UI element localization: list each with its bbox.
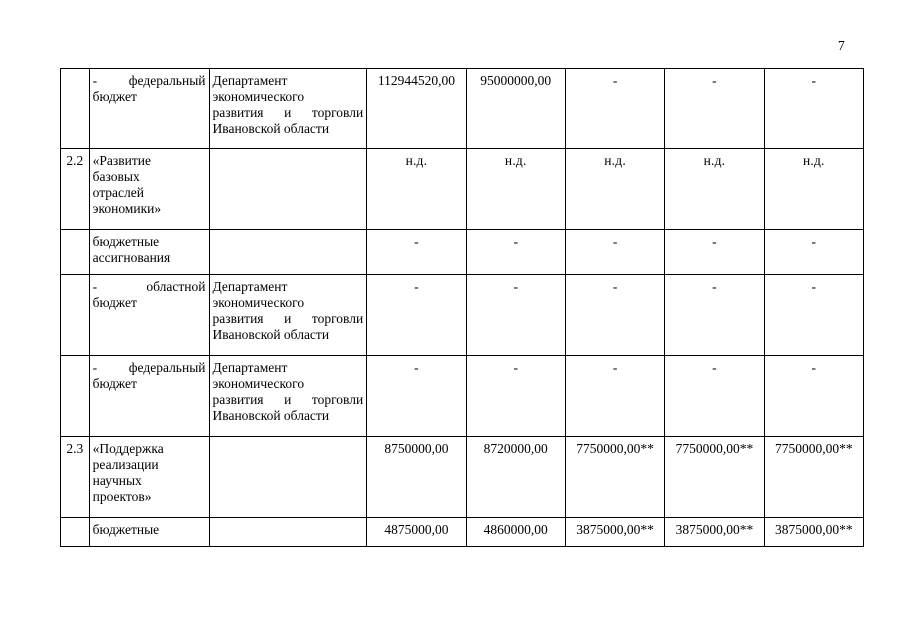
row-name (89, 518, 209, 547)
row-executor (209, 69, 367, 149)
row-name-line: - федеральный (92, 360, 206, 375)
value-cell: 3875000,00** (764, 518, 863, 547)
row-executor-line: развития и торговли (212, 105, 364, 120)
value-cell: 3875000,00** (565, 518, 664, 547)
row-number: 2.2 (61, 149, 90, 230)
value-cell: - (565, 275, 664, 356)
row-name-line: «Развитие (92, 153, 151, 168)
row-number: 2.3 (61, 437, 90, 518)
value-cell: - (367, 275, 466, 356)
row-name-line: бюджет (92, 376, 137, 391)
value-cell: н.д. (466, 149, 565, 230)
row-name (89, 356, 209, 437)
value-cell: - (466, 356, 565, 437)
value-cell: - (565, 230, 664, 275)
value-cell: н.д. (367, 149, 466, 230)
row-executor (209, 518, 367, 547)
value-cell: 112944520,00 (367, 69, 466, 149)
value-cell: 8720000,00 (466, 437, 565, 518)
row-name-line: научных (92, 473, 142, 488)
row-executor-line: развития и торговли (212, 311, 364, 326)
value-cell: - (665, 69, 764, 149)
value-cell: - (565, 69, 664, 149)
table-row (61, 230, 864, 275)
table-row (61, 69, 864, 149)
value-cell: - (466, 230, 565, 275)
value-cell: 7750000,00** (764, 437, 863, 518)
row-name-line: «Поддержка (92, 441, 164, 456)
value-cell: 95000000,00 (466, 69, 565, 149)
row-executor-line: Ивановской области (212, 408, 330, 423)
value-cell: - (367, 230, 466, 275)
page-number: 7 (838, 38, 845, 53)
value-cell: - (764, 275, 863, 356)
row-name-line: бюджетные (92, 234, 160, 249)
row-executor-line: Ивановской области (212, 121, 330, 136)
value-cell: - (764, 230, 863, 275)
value-cell: - (665, 230, 764, 275)
row-name-line: базовых (92, 169, 140, 184)
row-number (61, 230, 90, 275)
value-cell: - (466, 275, 565, 356)
value-cell: н.д. (565, 149, 664, 230)
row-name-line: экономики» (92, 201, 162, 216)
row-executor-line: развития и торговли (212, 392, 364, 407)
value-cell: - (764, 69, 863, 149)
row-name-line: бюджет (92, 89, 137, 104)
row-name-line: бюджет (92, 295, 137, 310)
row-executor (209, 149, 367, 230)
row-executor-line: Департамент (212, 73, 288, 88)
budget-table-body (61, 69, 864, 547)
row-number (61, 275, 90, 356)
value-cell: 3875000,00** (665, 518, 764, 547)
row-name-line: - федеральный (92, 73, 206, 88)
value-cell: 7750000,00** (565, 437, 664, 518)
value-cell: - (367, 356, 466, 437)
value-cell: 7750000,00** (665, 437, 764, 518)
row-executor (209, 230, 367, 275)
row-number (61, 356, 90, 437)
row-executor-line: экономического (212, 376, 305, 391)
value-cell: 8750000,00 (367, 437, 466, 518)
row-name (89, 149, 209, 230)
row-executor-line: Ивановской области (212, 327, 330, 342)
row-executor-line: Департамент (212, 360, 288, 375)
row-name-line: бюджетные (92, 522, 160, 537)
table-row (61, 518, 864, 547)
row-name-line: - областной (92, 279, 206, 294)
table-row (61, 275, 864, 356)
row-executor-line: экономического (212, 295, 305, 310)
row-executor (209, 437, 367, 518)
value-cell: 4860000,00 (466, 518, 565, 547)
row-name-line: ассигнования (92, 250, 171, 265)
value-cell: - (665, 356, 764, 437)
row-name (89, 437, 209, 518)
row-name-line: отраслей (92, 185, 144, 200)
table-row (61, 356, 864, 437)
row-name (89, 230, 209, 275)
row-name-line: проектов» (92, 489, 152, 504)
table-row (61, 437, 864, 518)
row-name (89, 275, 209, 356)
row-executor (209, 356, 367, 437)
row-name-line: реализации (92, 457, 159, 472)
row-executor-line: Департамент (212, 279, 288, 294)
value-cell: н.д. (764, 149, 863, 230)
budget-table (60, 68, 864, 547)
value-cell: 4875000,00 (367, 518, 466, 547)
value-cell: н.д. (665, 149, 764, 230)
value-cell: - (764, 356, 863, 437)
row-name (89, 69, 209, 149)
value-cell: - (565, 356, 664, 437)
row-executor-line: экономического (212, 89, 305, 104)
row-number (61, 518, 90, 547)
table-row (61, 149, 864, 230)
row-executor (209, 275, 367, 356)
value-cell: - (665, 275, 764, 356)
row-number (61, 69, 90, 149)
